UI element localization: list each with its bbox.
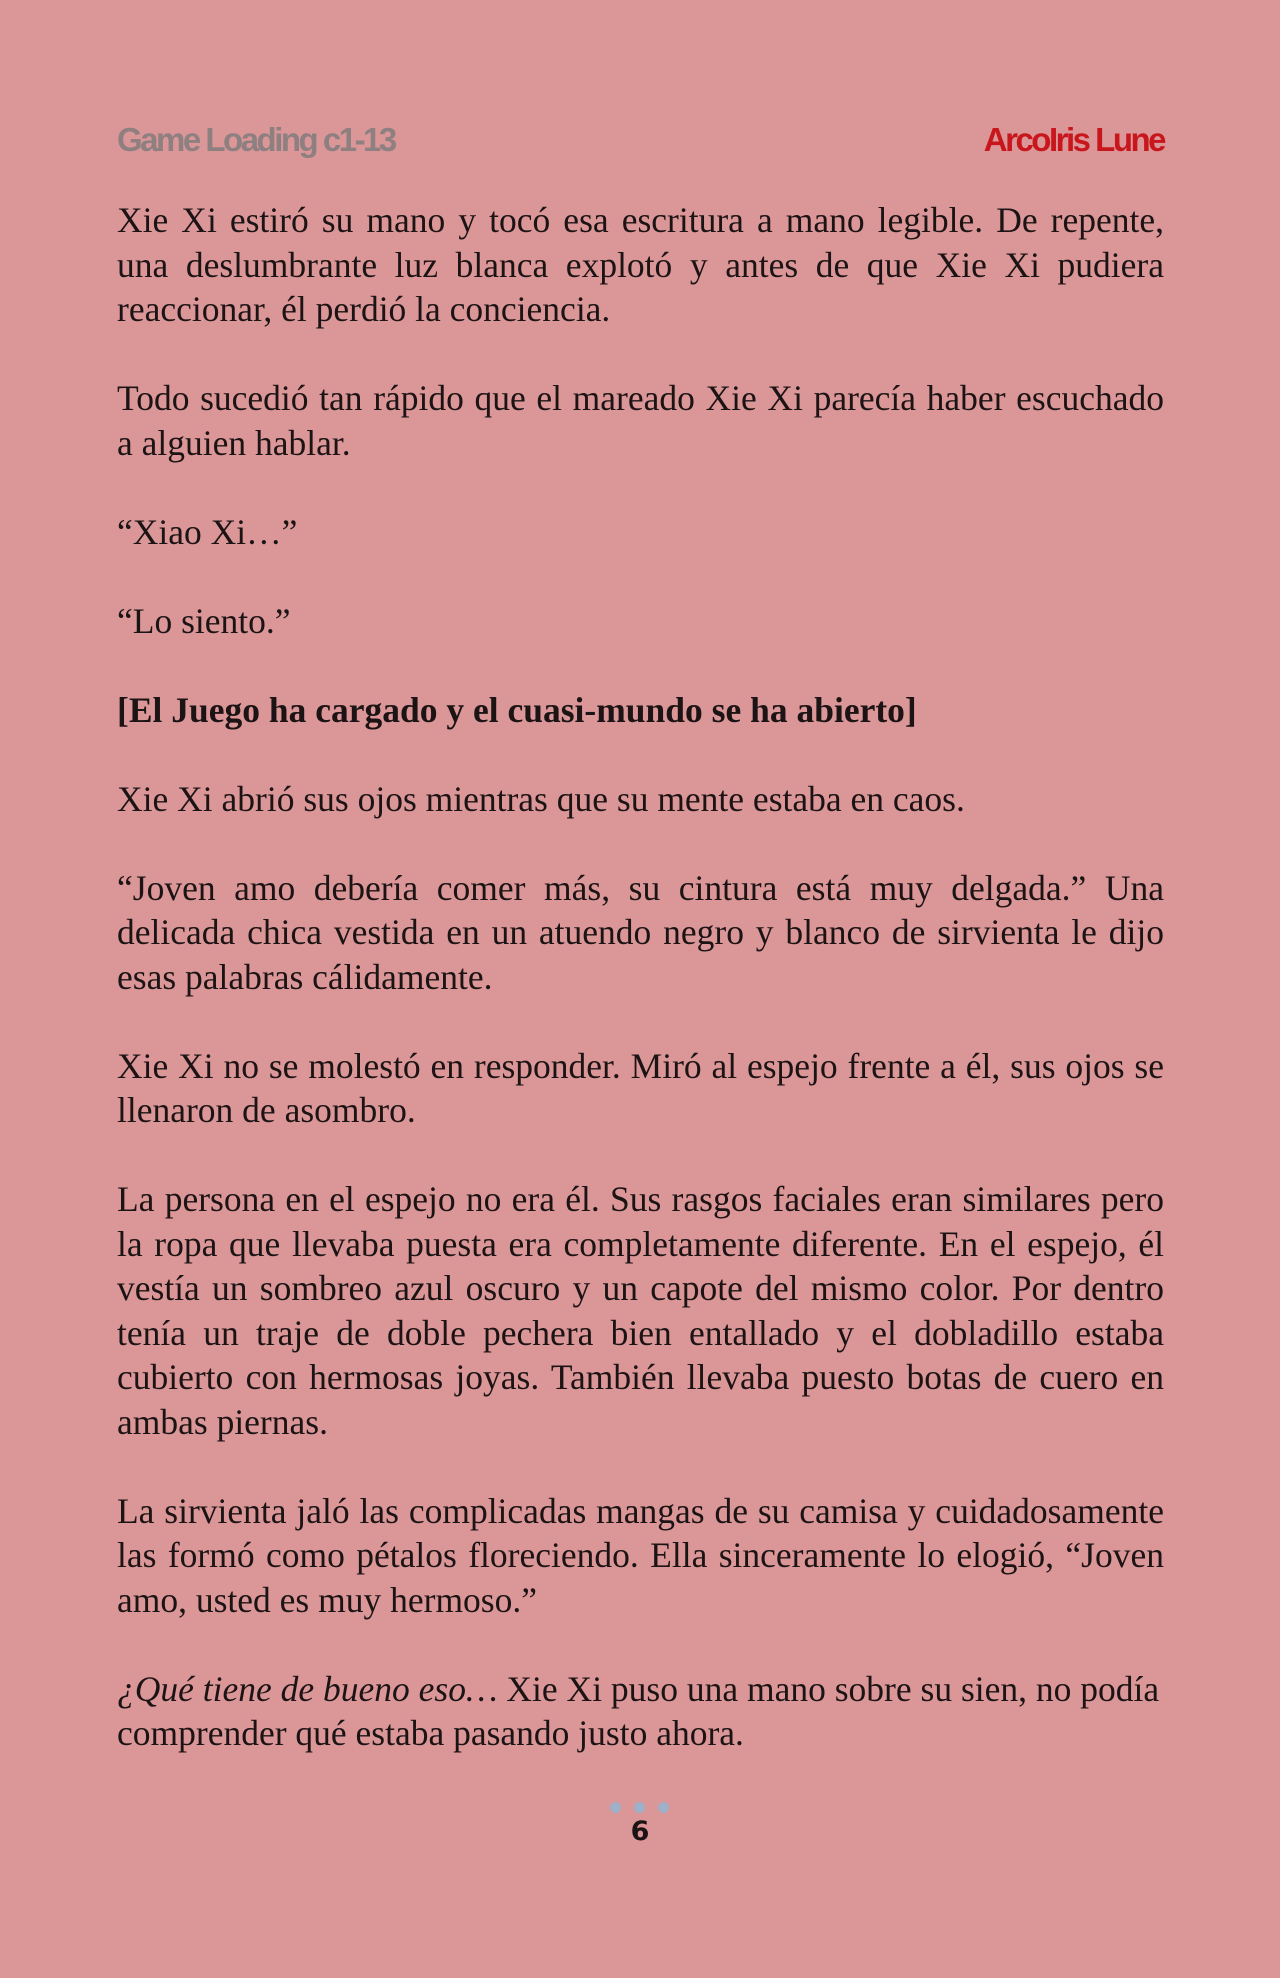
dialogue-line: “Lo siento.” [117,600,291,641]
paragraph: La persona en el espejo no era él. Sus rasgos faciales eran similares pero la ropa que llevaba puesta era completamente diferente. En el espejo, él vestía un sombreo azul oscuro y un capote del mismo color. Por dentro tenía un traje de doble pechera bien entallado y el dobladillo estaba cubierto con hermosas joyas. También llevaba puesto botas de cuero en ambas piernas. [117,1179,1164,1442]
paragraph: “Joven amo debería comer más, su cintura está muy delgada.” Una delicada chica vestida en un atuendo negro y blanco de sirvienta le dijo esas palabras cálidamente. [117,867,1164,997]
paragraph: Todo sucedió tan rápido que el mareado Xie Xi parecía haber escuchado a alguien hablar. [117,378,1164,463]
paragraph: Xie Xi abrió sus ojos mientras que su mente estaba en caos. [117,778,965,819]
page-content [117,198,1164,1800]
inner-thought: ¿Qué tiene de bueno eso… [117,1668,498,1709]
paragraph-mixed [117,1667,1164,1756]
paragraph: La sirvienta jaló las complicadas mangas de su camisa y cuidadosamente las formó como pétalos floreciendo. Ella sinceramente lo elogió, “Joven amo, usted es muy hermoso.” [117,1490,1164,1620]
paragraph-text: Xie Xi puso una mano sobre su sien, no podía comprender qué estaba pasando justo ahora. [117,1668,1160,1753]
system-message: [El Juego ha cargado y el cuasi-mundo se ha abierto] [117,689,917,730]
dialogue-line: “Xiao Xi…” [117,511,298,552]
book-title: Game Loading c1-13 [117,121,395,158]
translator-credit: ArcoIris Lune [983,121,1164,158]
page-footer [0,1802,1280,1862]
paragraph: Xie Xi estiró su mano y tocó esa escritura a mano legible. De repente, una deslumbrante luz blanca explotó y antes de que Xie Xi pudiera reaccionar, él perdió la conciencia. [117,200,1164,329]
page-number: 6 [630,1816,650,1847]
paragraph: Xie Xi no se molestó en responder. Miró al espejo frente a él, sus ojos se llenaron de asombro. [117,1045,1164,1130]
page-header [117,118,1164,162]
